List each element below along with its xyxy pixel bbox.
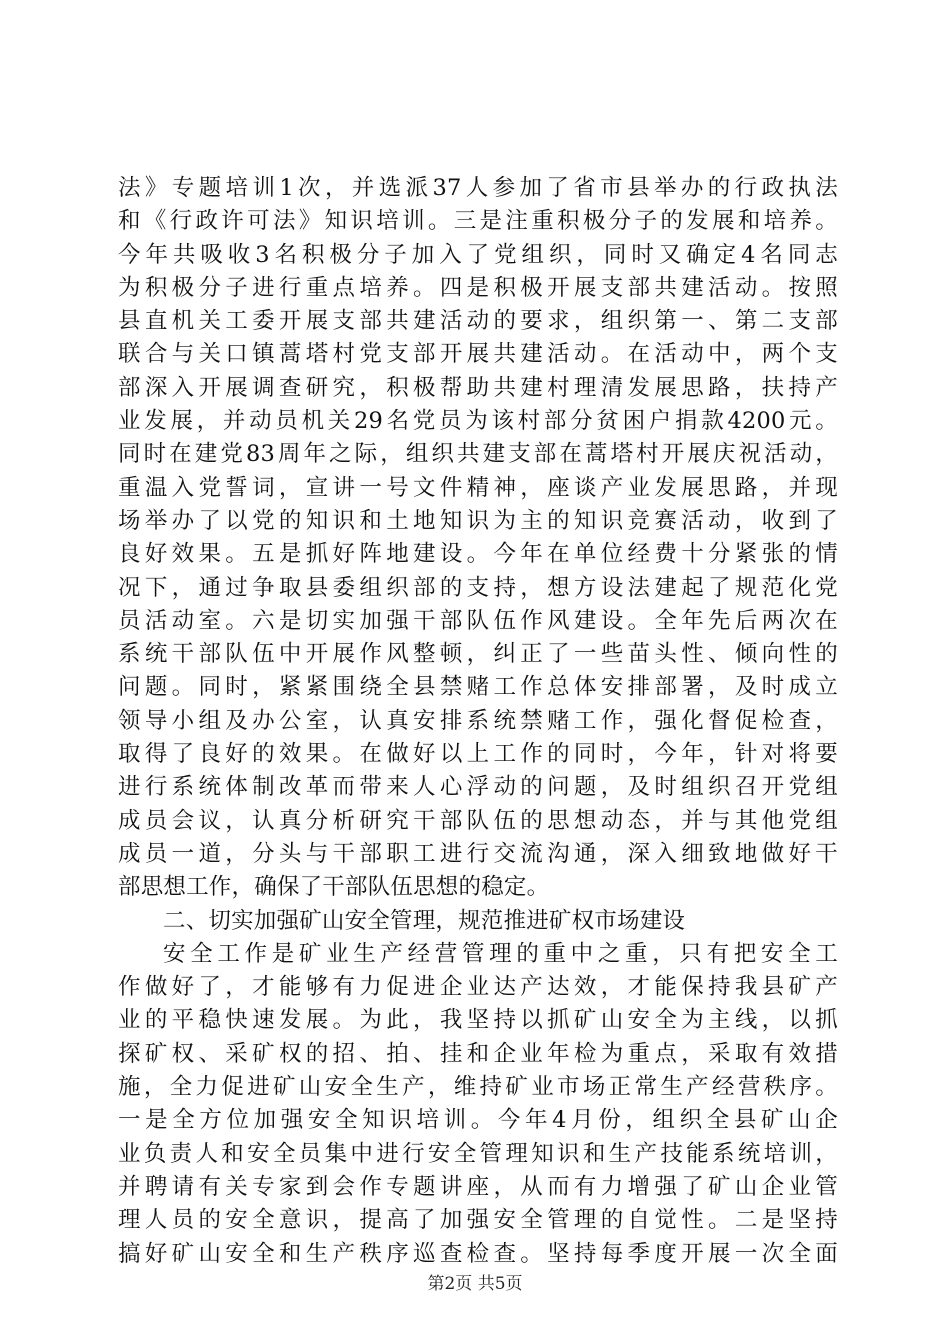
text-line: 探矿权、采矿权的招、拍、挂和企业年检为重点，采取有效措 [118,1040,838,1067]
text-line: 同时在建党83周年之际，组织共建支部在蒿塔村开展庆祝活动， [118,441,838,468]
text-line: 业的平稳快速发展。为此，我坚持以抓矿山安全为主线，以抓 [118,1007,838,1034]
text-line: 员活动室。六是切实加强干部队伍作风建设。全年先后两次在 [118,607,838,634]
text-line: 和《行政许可法》知识培训。三是注重积极分子的发展和培养。 [118,208,838,235]
text-line: 一是全方位加强安全知识培训。今年4月份，组织全县矿山企 [118,1107,838,1134]
text-line: 进行系统体制改革而带来人心浮动的问题，及时组织召开党组 [118,774,838,801]
text-line: 部思想工作，确保了干部队伍思想的稳定。 [118,874,550,901]
text-line: 搞好矿山安全和生产秩序巡查检查。坚持每季度开展一次全面 [118,1240,838,1267]
text-line: 问题。同时，紧紧围绕全县禁赌工作总体安排部署，及时成立 [118,674,838,701]
text-line: 领导小组及办公室，认真安排系统禁赌工作，强化督促检查， [118,707,838,734]
text-line: 况下，通过争取县委组织部的支持，想方设法建起了规范化党 [118,574,838,601]
text-line: 施，全力促进矿山安全生产，维持矿业市场正常生产经营秩序。 [118,1074,838,1101]
text-line: 业发展，并动员机关29名党员为该村部分贫困户捐款4200元。 [118,408,838,435]
body-text [118,172,838,1271]
text-line: 业负责人和安全员集中进行安全管理知识和生产技能系统培训， [118,1140,838,1167]
text-line: 联合与关口镇蒿塔村党支部开展共建活动。在活动中，两个支 [118,341,838,368]
text-line: 并聘请有关专家到会作专题讲座，从而有力增强了矿山企业管 [118,1173,838,1200]
text-line: 场举办了以党的知识和土地知识为主的知识竞赛活动，收到了 [118,507,838,534]
text-line: 为积极分子进行重点培养。四是积极开展支部共建活动。按照 [118,274,838,301]
text-line: 今年共吸收3名积极分子加入了党组织，同时又确定4名同志 [118,241,838,268]
text-line: 系统干部队伍中开展作风整顿，纠正了一些苗头性、倾向性的 [118,641,838,668]
page-footer: 第2页 共5页 [427,1274,523,1294]
text-line: 安全工作是矿业生产经营管理的重中之重，只有把安全工 [163,940,838,967]
text-line: 理人员的安全意识，提高了加强安全管理的自觉性。二是坚持 [118,1207,838,1234]
text-line: 县直机关工委开展支部共建活动的要求，组织第一、第二支部 [118,308,838,335]
section-heading: 二、切实加强矿山安全管理，规范推进矿权市场建设 [163,907,686,934]
text-line: 成员会议，认真分析研究干部队伍的思想动态，并与其他党组 [118,807,838,834]
text-line: 重温入党誓词，宣讲一号文件精神，座谈产业发展思路，并现 [118,474,838,501]
text-line: 良好效果。五是抓好阵地建设。今年在单位经费十分紧张的情 [118,541,838,568]
text-line: 作做好了，才能够有力促进企业达产达效，才能保持我县矿产 [118,974,838,1001]
text-line: 部深入开展调查研究，积极帮助共建村理清发展思路，扶持产 [118,374,838,401]
text-line: 取得了良好的效果。在做好以上工作的同时，今年，针对将要 [118,741,838,768]
text-line: 成员一道，分头与干部职工进行交流沟通，深入细致地做好干 [118,840,838,867]
text-line: 法》专题培训1次，并选派37人参加了省市县举办的行政执法 [118,175,838,201]
